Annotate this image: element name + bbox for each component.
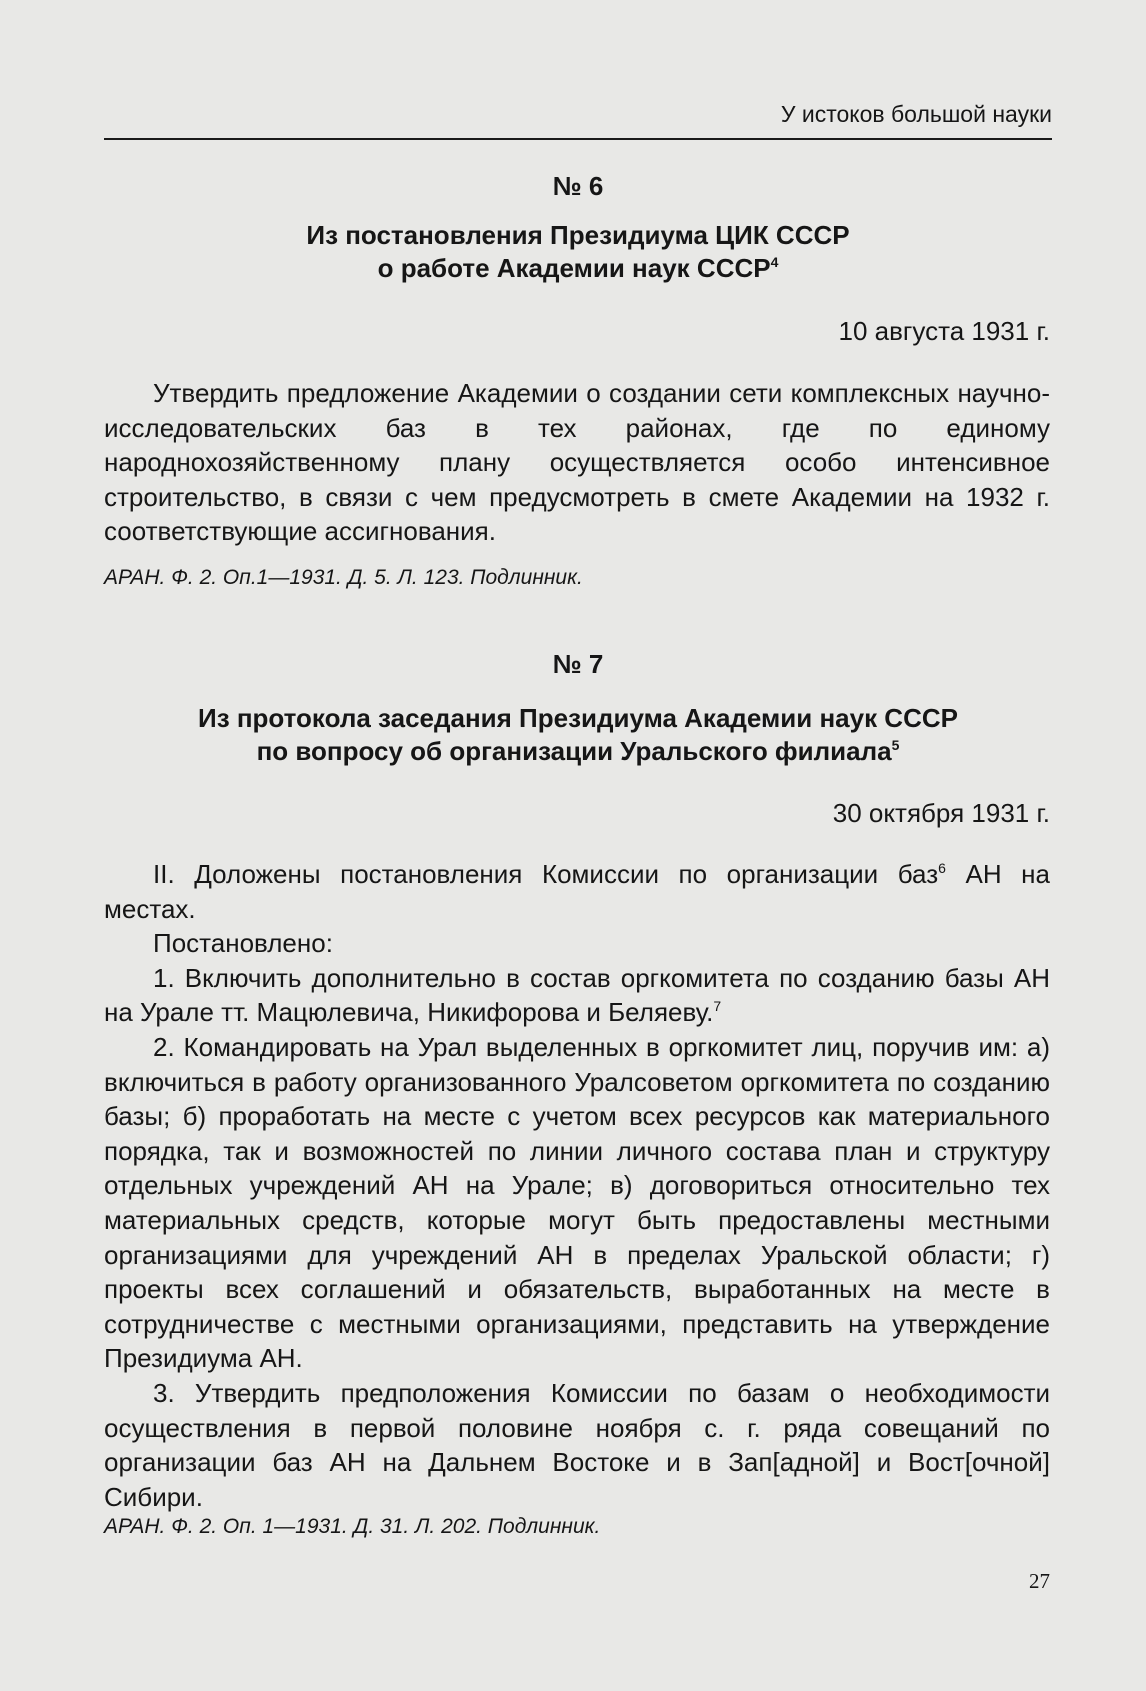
doc6-paragraph: Утвердить предложение Академии о создании сети комплексных научно-исследовательских баз в тех районах, где по единому народнохозяйственному плану осуществляется особо интенсивное строительство, в связи с чем предусмотреть в смете Академии на 1932 г. соответствующие ассигнования.	[104, 378, 1050, 547]
doc6-title-footnote: 4	[770, 254, 779, 270]
doc7-archive-reference: АРАН. Ф. 2. Оп. 1—1931. Д. 31. Л. 202. Подлинник.	[104, 1515, 601, 1538]
doc7-number: № 7	[552, 649, 604, 679]
doc7-title	[104, 702, 1052, 768]
doc6-date: 10 августа 1931 г.	[838, 316, 1050, 346]
doc7-paragraph-5: 3. Утвердить предположения Комиссии по базам о необходимости осуществления в первой половине ноября с. г. ряда совещаний по организации баз АН на Дальнем Востоке и в Зап[адной] и Вост[очной] Сибири.	[104, 1377, 1050, 1512]
doc7-date: 30 октября 1931 г.	[832, 798, 1050, 828]
doc7-paragraph-3: 1. Включить дополнительно в состав оргкомитета по созданию базы АН на Урале тт. Мацюлевича, Никифорова и Беляеву.$^7$	[104, 962, 1050, 1028]
doc7-body	[104, 857, 1050, 1514]
page-number: 27	[1029, 1569, 1050, 1593]
doc6-archive-reference: АРАН. Ф. 2. Оп.1—1931. Д. 5. Л. 123. Подлинник.	[104, 566, 583, 589]
doc7-title-line2: по вопросу об организации Уральского филиала$^5$	[256, 736, 900, 766]
doc7-paragraph-4: 2. Командировать на Урал выделенных в оргкомитет лиц, поручив им: а) включиться в работу организованного Уралсоветом оргкомитета по созданию базы; б) проработать на месте с учетом всех ресурсов как материального порядка, так и возможностей по линии личного состава план и структуру отдельных учреждений АН на Урале; в) договориться относительно тех материальных средств, которые могут быть предоставлены местными организациями для учреждений АН в пределах Уральской области; г) проекты всех соглашений и обязательств, выработанных на месте в сотрудничестве с местными организациями, представить на утверждение Президиума АН.	[104, 1031, 1050, 1374]
doc7-title-line1: Из протокола заседания Президиума Академии наук СССР	[198, 703, 958, 733]
doc6-title	[104, 219, 1052, 285]
doc7-title-footnote: 5	[891, 737, 900, 753]
header-rule	[104, 138, 1052, 140]
doc6-body	[104, 376, 1050, 549]
doc6-title-line1: Из постановления Президиума ЦИК СССР	[306, 220, 850, 250]
doc7-footnote-7: 7	[713, 998, 722, 1015]
doc6-number: № 6	[552, 171, 604, 201]
running-head: У истоков большой науки	[780, 101, 1052, 127]
doc6-title-line2: о работе Академии наук СССР$^4$	[377, 253, 779, 283]
doc7-footnote-6: 6	[938, 860, 946, 876]
doc7-paragraph-2: Постановлено:	[153, 928, 333, 959]
doc7-paragraph-1: II. Доложены постановления Комиссии по организации баз$^6$ АН на местах.	[104, 859, 1050, 924]
